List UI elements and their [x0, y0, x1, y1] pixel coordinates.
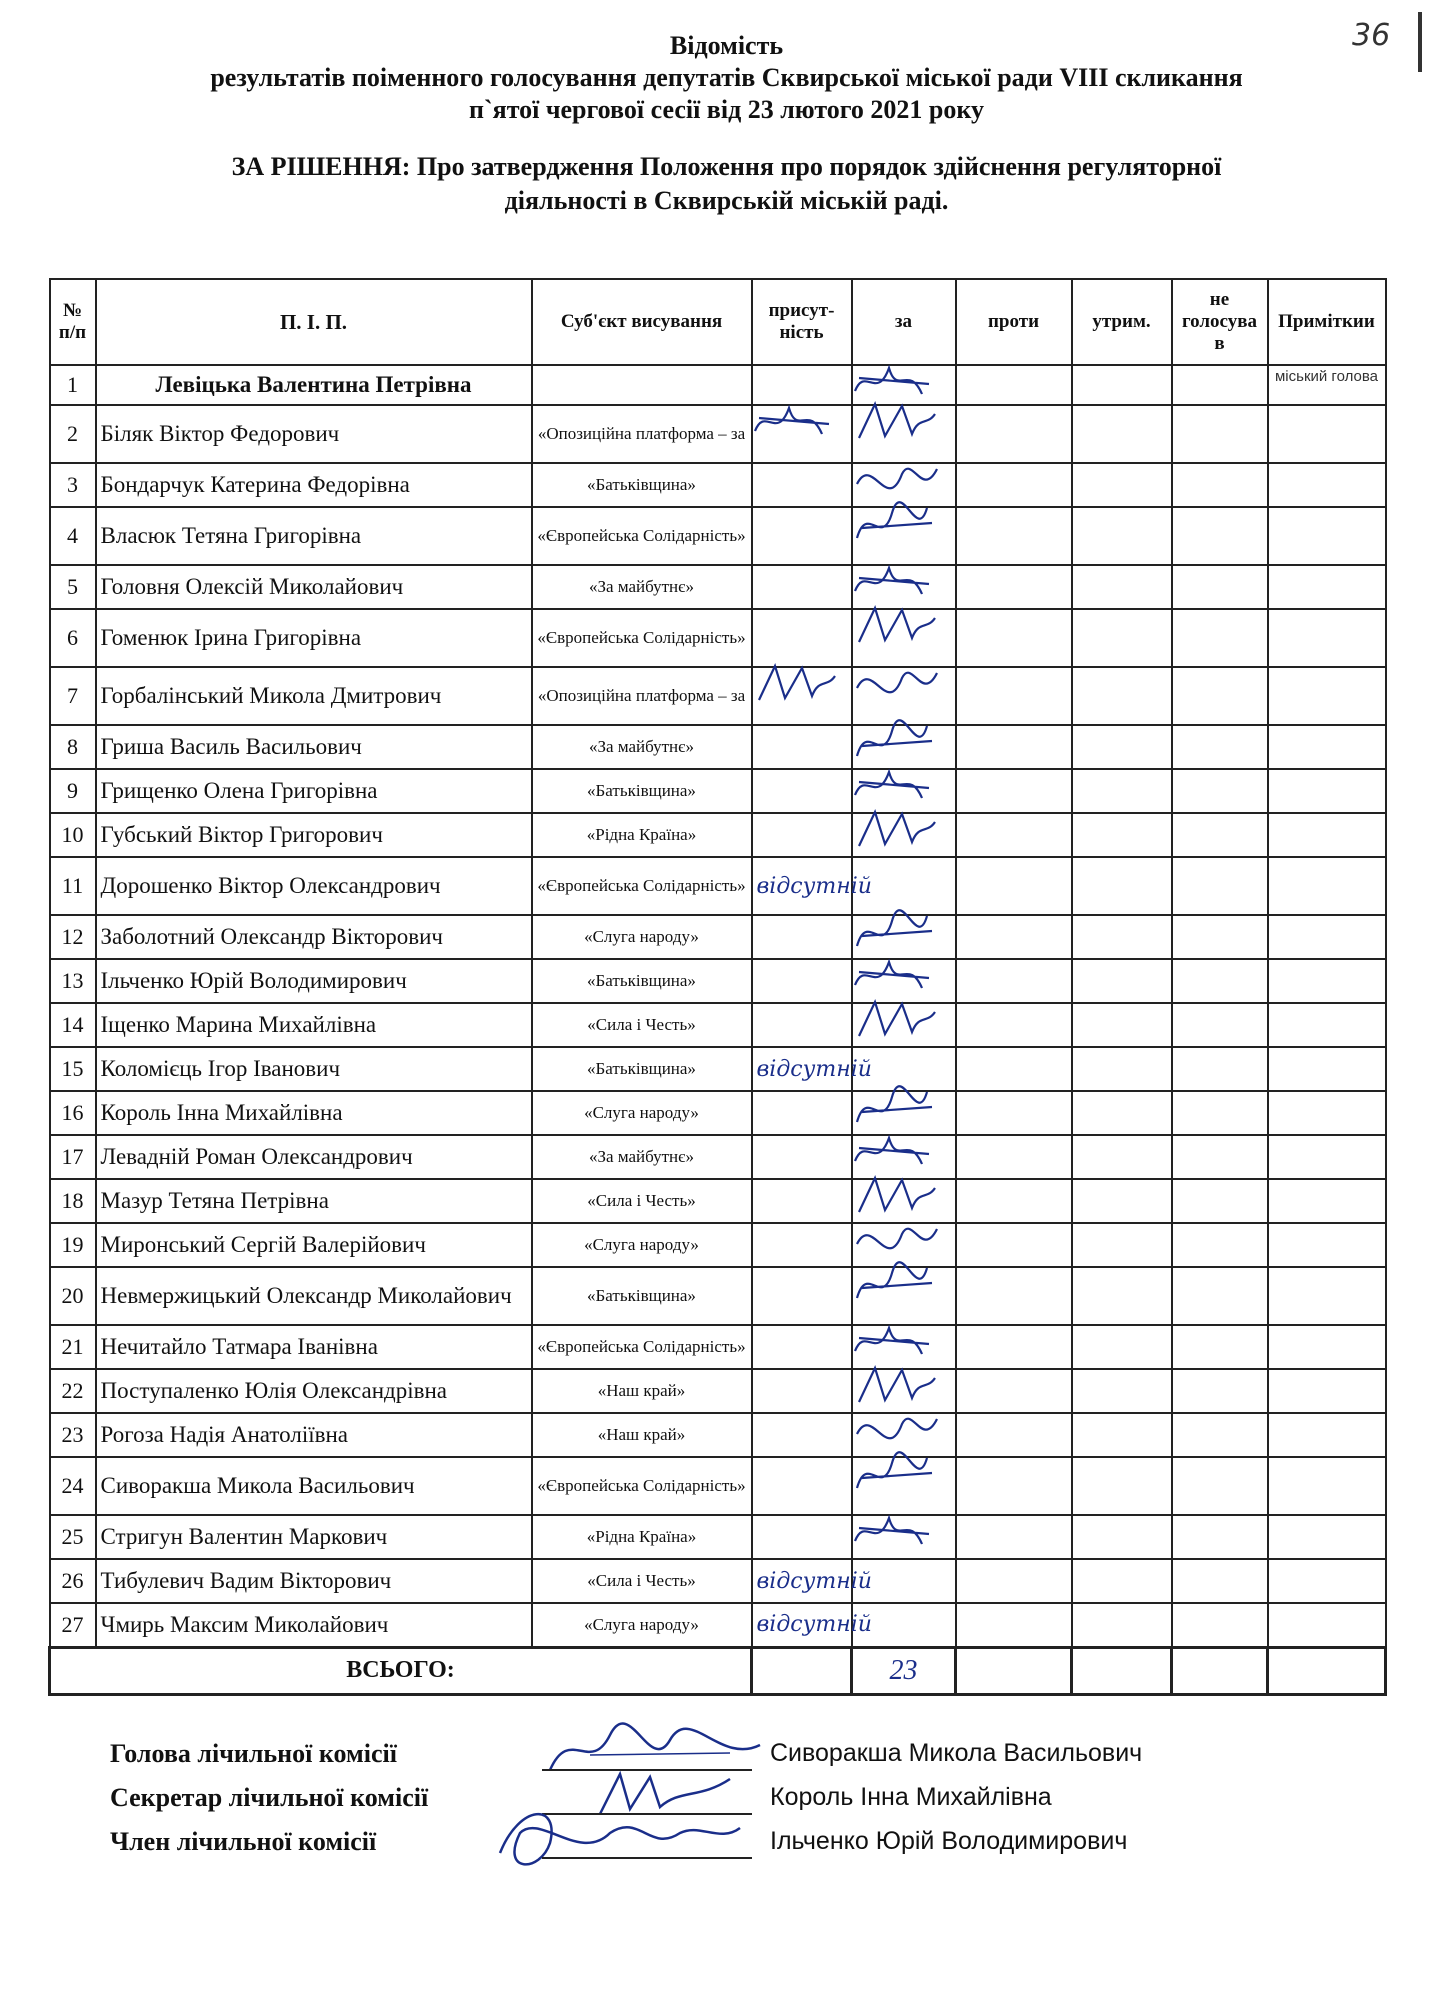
row-number: 20 — [50, 1267, 96, 1325]
nominating-party: «Слуга народу» — [532, 1603, 752, 1647]
vote-against-cell — [956, 1413, 1072, 1457]
table-row — [50, 1003, 1386, 1047]
note-cell — [1268, 1179, 1386, 1223]
not-voted-cell — [1172, 1179, 1268, 1223]
total-notes — [1268, 1647, 1386, 1694]
not-voted-cell — [1172, 1559, 1268, 1603]
present-cell — [752, 1091, 852, 1135]
col-header-for: за — [852, 279, 956, 365]
not-voted-cell — [1172, 405, 1268, 463]
present-cell — [752, 1515, 852, 1559]
signature-icon — [747, 396, 857, 474]
vote-against-cell — [956, 667, 1072, 725]
note-cell — [1268, 1457, 1386, 1515]
deputy-name: Мазур Тетяна Петрівна — [96, 1179, 532, 1223]
signature-icon — [847, 804, 967, 868]
table-row — [50, 1413, 1386, 1457]
vote-against-cell — [956, 857, 1072, 915]
document-header — [0, 30, 1453, 126]
not-voted-cell — [1172, 609, 1268, 667]
vote-abstain-cell — [1072, 667, 1172, 725]
deputy-name: Тибулевич Вадим Вікторович — [96, 1559, 532, 1603]
table-row — [50, 959, 1386, 1003]
vote-against-cell — [956, 507, 1072, 565]
row-number: 9 — [50, 769, 96, 813]
commission-name: Король Інна Михайлівна — [770, 1783, 1052, 1811]
row-number: 7 — [50, 667, 96, 725]
present-cell — [752, 507, 852, 565]
nominating-party: «Сила і Честь» — [532, 1003, 752, 1047]
note-cell — [1268, 609, 1386, 667]
commission-role: Член лічильної комісії — [110, 1827, 377, 1856]
table-row — [50, 565, 1386, 609]
present-cell — [752, 959, 852, 1003]
nominating-party: «Батьківщина» — [532, 769, 752, 813]
not-voted-cell — [1172, 565, 1268, 609]
not-voted-cell — [1172, 1047, 1268, 1091]
table-row — [50, 1325, 1386, 1369]
note-cell — [1268, 507, 1386, 565]
nominating-party: «Європейська Солідарність» — [532, 1457, 752, 1515]
not-voted-cell — [1172, 915, 1268, 959]
row-number: 21 — [50, 1325, 96, 1369]
table-body — [50, 365, 1386, 1647]
row-number: 22 — [50, 1369, 96, 1413]
present-cell — [752, 1413, 852, 1457]
deputy-name: Головня Олексій Миколайович — [96, 565, 532, 609]
nominating-party: «Опозиційна платформа – за — [532, 667, 752, 725]
row-number: 6 — [50, 609, 96, 667]
not-voted-cell — [1172, 1325, 1268, 1369]
note-cell — [1268, 1559, 1386, 1603]
col-header-party: Суб'єкт висування — [532, 279, 752, 365]
vote-abstain-cell — [1072, 857, 1172, 915]
present-cell — [752, 1457, 852, 1515]
deputy-name: Ільченко Юрій Володимирович — [96, 959, 532, 1003]
vote-against-cell — [956, 565, 1072, 609]
nominating-party — [532, 365, 752, 405]
vote-against-cell — [956, 1003, 1072, 1047]
vote-against-cell — [956, 1135, 1072, 1179]
table-row — [50, 769, 1386, 813]
nominating-party: «Сила і Честь» — [532, 1559, 752, 1603]
present-cell — [752, 1369, 852, 1413]
nominating-party: «Слуга народу» — [532, 1091, 752, 1135]
row-number: 26 — [50, 1559, 96, 1603]
col-header-num: № п/п — [50, 279, 96, 365]
note-cell — [1268, 1135, 1386, 1179]
note-cell — [1268, 915, 1386, 959]
present-cell — [752, 405, 852, 463]
vote-against-cell — [956, 1515, 1072, 1559]
total-for: 23 — [852, 1647, 956, 1694]
total-row — [50, 1647, 1386, 1694]
vote-abstain-cell — [1072, 1091, 1172, 1135]
note-cell — [1268, 1267, 1386, 1325]
total-present — [752, 1647, 852, 1694]
nominating-party: «Батьківщина» — [532, 959, 752, 1003]
row-number: 10 — [50, 813, 96, 857]
not-voted-cell — [1172, 667, 1268, 725]
vote-against-cell — [956, 1179, 1072, 1223]
col-header-name: П. І. П. — [96, 279, 532, 365]
row-number: 23 — [50, 1413, 96, 1457]
present-cell — [752, 565, 852, 609]
vote-against-cell — [956, 1559, 1072, 1603]
signature-icon — [847, 994, 967, 1058]
table-row — [50, 1267, 1386, 1325]
row-number: 14 — [50, 1003, 96, 1047]
note-cell — [1268, 1325, 1386, 1369]
vote-abstain-cell — [1072, 1369, 1172, 1413]
deputy-name: Невмержицький Олександр Миколайович — [96, 1267, 532, 1325]
table-row — [50, 507, 1386, 565]
not-voted-cell — [1172, 463, 1268, 507]
vote-abstain-cell — [1072, 1559, 1172, 1603]
signature-icon — [747, 658, 857, 736]
table-row — [50, 1515, 1386, 1559]
nominating-party: «За майбутнє» — [532, 725, 752, 769]
table-row — [50, 1179, 1386, 1223]
vote-abstain-cell — [1072, 1267, 1172, 1325]
present-cell — [752, 1267, 852, 1325]
deputy-name: Коломієць Ігор Іванович — [96, 1047, 532, 1091]
table-row — [50, 1091, 1386, 1135]
vote-abstain-cell — [1072, 1223, 1172, 1267]
note-cell — [1268, 463, 1386, 507]
table-row — [50, 667, 1386, 725]
row-number: 15 — [50, 1047, 96, 1091]
not-voted-cell — [1172, 1003, 1268, 1047]
vote-against-cell — [956, 1325, 1072, 1369]
not-voted-cell — [1172, 507, 1268, 565]
signature-icon — [847, 1506, 967, 1570]
note-cell — [1268, 725, 1386, 769]
col-header-against: проти — [956, 279, 1072, 365]
total-label: ВСЬОГО: — [50, 1647, 752, 1694]
table-row — [50, 405, 1386, 463]
nominating-party: «Наш край» — [532, 1413, 752, 1457]
vote-abstain-cell — [1072, 1515, 1172, 1559]
not-voted-cell — [1172, 1603, 1268, 1647]
vote-abstain-cell — [1072, 1325, 1172, 1369]
nominating-party: «Рідна Країна» — [532, 1515, 752, 1559]
commission-name: Ільченко Юрій Володимирович — [770, 1827, 1128, 1855]
note-cell: міський голова — [1268, 365, 1386, 405]
note-cell — [1268, 667, 1386, 725]
nominating-party: «Сила і Честь» — [532, 1179, 752, 1223]
deputy-name: Бондарчук Катерина Федорівна — [96, 463, 532, 507]
col-header-notes: Приміткии — [1268, 279, 1386, 365]
vote-against-cell — [956, 769, 1072, 813]
note-cell — [1268, 405, 1386, 463]
vote-against-cell — [956, 1267, 1072, 1325]
vote-against-cell — [956, 813, 1072, 857]
deputy-name: Левіцька Валентина Петрівна — [96, 365, 532, 405]
nominating-party: «Європейська Солідарність» — [532, 507, 752, 565]
signature-line — [542, 1857, 752, 1859]
total-against — [956, 1647, 1072, 1694]
vote-abstain-cell — [1072, 1179, 1172, 1223]
nominating-party: «Європейська Солідарність» — [532, 857, 752, 915]
vote-for-cell — [852, 813, 956, 857]
deputy-name: Поступаленко Юлія Олександрівна — [96, 1369, 532, 1413]
table-row — [50, 1369, 1386, 1413]
row-number: 1 — [50, 365, 96, 405]
table-row — [50, 1223, 1386, 1267]
table-header-row — [50, 279, 1386, 365]
document-subtitle-1: результатів поіменного голосування депутатів Сквирської міської ради VIII скликання — [210, 63, 1243, 92]
table-row — [50, 725, 1386, 769]
decision-heading — [0, 150, 1453, 218]
note-cell — [1268, 1369, 1386, 1413]
row-number: 8 — [50, 725, 96, 769]
absence-note: відсутній — [752, 1047, 852, 1091]
note-cell — [1268, 1515, 1386, 1559]
vote-abstain-cell — [1072, 769, 1172, 813]
vote-abstain-cell — [1072, 1135, 1172, 1179]
note-cell — [1268, 1223, 1386, 1267]
deputy-name: Дорошенко Віктор Олександрович — [96, 857, 532, 915]
not-voted-cell — [1172, 959, 1268, 1003]
vote-against-cell — [956, 365, 1072, 405]
deputy-name: Горбалінський Микола Дмитрович — [96, 667, 532, 725]
absence-note: відсутній — [752, 1559, 852, 1603]
col-header-abstain: утрим. — [1072, 279, 1172, 365]
absence-note: відсутній — [752, 857, 852, 915]
vote-against-cell — [956, 959, 1072, 1003]
present-cell — [752, 667, 852, 725]
nominating-party: «Слуга народу» — [532, 915, 752, 959]
nominating-party: «За майбутнє» — [532, 1135, 752, 1179]
row-number: 18 — [50, 1179, 96, 1223]
note-cell — [1268, 1413, 1386, 1457]
table-row — [50, 915, 1386, 959]
nominating-party: «Європейська Солідарність» — [532, 609, 752, 667]
col-header-not-voted: не голосува в — [1172, 279, 1268, 365]
vote-abstain-cell — [1072, 609, 1172, 667]
not-voted-cell — [1172, 1413, 1268, 1457]
signature-icon — [480, 1793, 750, 1883]
present-cell — [752, 769, 852, 813]
commission-role: Голова лічильної комісії — [110, 1739, 397, 1768]
table-row — [50, 813, 1386, 857]
row-number: 16 — [50, 1091, 96, 1135]
table-row — [50, 1047, 1386, 1091]
table-row — [50, 1603, 1386, 1647]
row-number: 24 — [50, 1457, 96, 1515]
row-number: 2 — [50, 405, 96, 463]
not-voted-cell — [1172, 1369, 1268, 1413]
deputy-name: Чмирь Максим Миколайович — [96, 1603, 532, 1647]
document-subtitle-2: п`ятої чергової сесії від 23 лютого 2021 року — [468, 95, 984, 124]
commission-role: Секретар лічильної комісії — [110, 1783, 429, 1812]
row-number: 17 — [50, 1135, 96, 1179]
not-voted-cell — [1172, 1223, 1268, 1267]
table-row — [50, 1559, 1386, 1603]
vote-for-cell — [852, 1515, 956, 1559]
not-voted-cell — [1172, 365, 1268, 405]
absence-note: відсутній — [752, 1603, 852, 1647]
note-cell — [1268, 1603, 1386, 1647]
deputy-name: Біляк Віктор Федорович — [96, 405, 532, 463]
vote-abstain-cell — [1072, 365, 1172, 405]
vote-for-cell — [852, 1003, 956, 1047]
present-cell — [752, 1003, 852, 1047]
nominating-party: «Опозиційна платформа – за — [532, 405, 752, 463]
not-voted-cell — [1172, 1515, 1268, 1559]
deputy-name: Стригун Валентин Маркович — [96, 1515, 532, 1559]
deputy-name: Миронський Сергій Валерійович — [96, 1223, 532, 1267]
vote-abstain-cell — [1072, 1457, 1172, 1515]
vote-abstain-cell — [1072, 1603, 1172, 1647]
vote-against-cell — [956, 1091, 1072, 1135]
deputy-name: Іщенко Марина Михайлівна — [96, 1003, 532, 1047]
row-number: 13 — [50, 959, 96, 1003]
vote-against-cell — [956, 463, 1072, 507]
total-abstain — [1072, 1647, 1172, 1694]
not-voted-cell — [1172, 1135, 1268, 1179]
deputy-name: Власюк Тетяна Григорівна — [96, 507, 532, 565]
document-title: Відомість — [669, 31, 784, 60]
table-row — [50, 463, 1386, 507]
deputy-name: Левадній Роман Олександрович — [96, 1135, 532, 1179]
vote-abstain-cell — [1072, 1047, 1172, 1091]
vote-against-cell — [956, 1223, 1072, 1267]
note-cell — [1268, 959, 1386, 1003]
vote-abstain-cell — [1072, 405, 1172, 463]
vote-abstain-cell — [1072, 959, 1172, 1003]
commission-row — [110, 1823, 1350, 1867]
vote-abstain-cell — [1072, 565, 1172, 609]
row-number: 19 — [50, 1223, 96, 1267]
row-number: 3 — [50, 463, 96, 507]
not-voted-cell — [1172, 725, 1268, 769]
vote-against-cell — [956, 1603, 1072, 1647]
deputy-name: Король Інна Михайлівна — [96, 1091, 532, 1135]
counting-commission — [110, 1735, 1350, 1867]
deputy-name: Губський Віктор Григорович — [96, 813, 532, 857]
table-row — [50, 857, 1386, 915]
present-cell — [752, 1179, 852, 1223]
not-voted-cell — [1172, 813, 1268, 857]
nominating-party: «Наш край» — [532, 1369, 752, 1413]
nominating-party: «Батьківщина» — [532, 1267, 752, 1325]
note-cell — [1268, 1003, 1386, 1047]
row-number: 12 — [50, 915, 96, 959]
vote-against-cell — [956, 1457, 1072, 1515]
deputy-name: Рогоза Надія Анатоліївна — [96, 1413, 532, 1457]
nominating-party: «Батьківщина» — [532, 1047, 752, 1091]
decision-line-2: діяльності в Сквирській міській раді. — [504, 186, 949, 215]
deputy-name: Нечитайло Татмара Іванівна — [96, 1325, 532, 1369]
vote-abstain-cell — [1072, 507, 1172, 565]
nominating-party: «За майбутнє» — [532, 565, 752, 609]
deputy-name: Сиворакша Микола Васильович — [96, 1457, 532, 1515]
vote-abstain-cell — [1072, 725, 1172, 769]
voting-table — [48, 278, 1387, 1696]
present-cell — [752, 915, 852, 959]
vote-abstain-cell — [1072, 1003, 1172, 1047]
row-number: 5 — [50, 565, 96, 609]
table-row — [50, 1135, 1386, 1179]
col-header-present: присут-ність — [752, 279, 852, 365]
vote-against-cell — [956, 1369, 1072, 1413]
not-voted-cell — [1172, 857, 1268, 915]
page-number: 36 — [1352, 18, 1391, 53]
table-row — [50, 365, 1386, 405]
nominating-party: «Європейська Солідарність» — [532, 1325, 752, 1369]
nominating-party: «Слуга народу» — [532, 1223, 752, 1267]
note-cell — [1268, 1047, 1386, 1091]
not-voted-cell — [1172, 1091, 1268, 1135]
deputy-name: Грищенко Олена Григорівна — [96, 769, 532, 813]
vote-against-cell — [956, 405, 1072, 463]
commission-name: Сиворакша Микола Васильович — [770, 1739, 1143, 1767]
present-cell — [752, 1223, 852, 1267]
deputy-name: Гоменюк Ірина Григорівна — [96, 609, 532, 667]
row-number: 4 — [50, 507, 96, 565]
note-cell — [1268, 813, 1386, 857]
vote-abstain-cell — [1072, 463, 1172, 507]
vote-against-cell — [956, 1047, 1072, 1091]
vote-abstain-cell — [1072, 915, 1172, 959]
deputy-name: Гриша Василь Васильович — [96, 725, 532, 769]
note-cell — [1268, 769, 1386, 813]
nominating-party: «Рідна Країна» — [532, 813, 752, 857]
total-not-voted — [1172, 1647, 1268, 1694]
vote-against-cell — [956, 725, 1072, 769]
note-cell — [1268, 565, 1386, 609]
nominating-party: «Батьківщина» — [532, 463, 752, 507]
vote-abstain-cell — [1072, 813, 1172, 857]
present-cell — [752, 813, 852, 857]
row-number: 11 — [50, 857, 96, 915]
not-voted-cell — [1172, 1457, 1268, 1515]
present-cell — [752, 1135, 852, 1179]
present-cell — [752, 1325, 852, 1369]
decision-line-1: ЗА РІШЕННЯ: Про затвердження Положення про порядок здійснення регуляторної — [231, 152, 1222, 181]
not-voted-cell — [1172, 1267, 1268, 1325]
vote-against-cell — [956, 609, 1072, 667]
deputy-name: Заболотний Олександр Вікторович — [96, 915, 532, 959]
note-cell — [1268, 857, 1386, 915]
vote-abstain-cell — [1072, 1413, 1172, 1457]
not-voted-cell — [1172, 769, 1268, 813]
row-number: 25 — [50, 1515, 96, 1559]
vote-against-cell — [956, 915, 1072, 959]
note-cell — [1268, 1091, 1386, 1135]
table-row — [50, 609, 1386, 667]
table-row — [50, 1457, 1386, 1515]
row-number: 27 — [50, 1603, 96, 1647]
